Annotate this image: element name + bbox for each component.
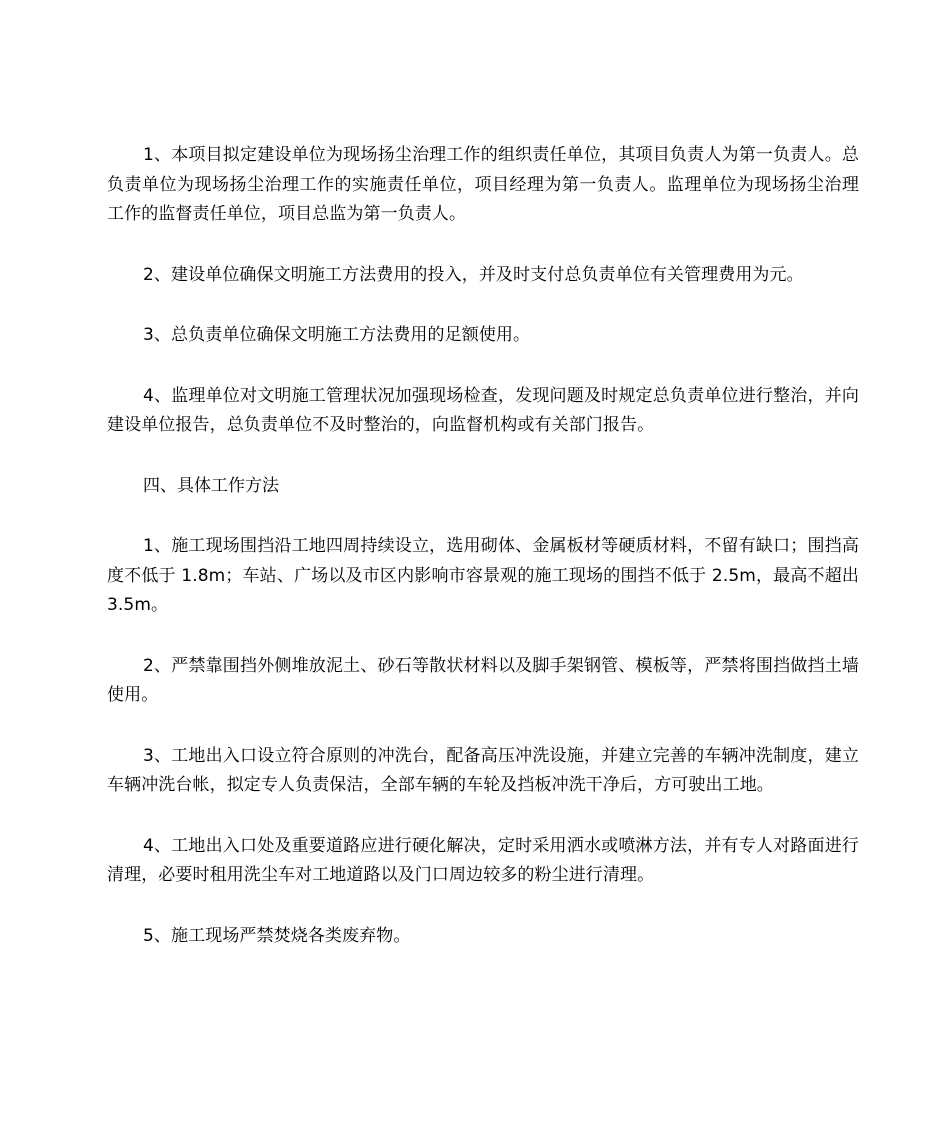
- paragraph-no-burning: 5、施工现场严禁焚烧各类废弃物。: [143, 925, 411, 946]
- paragraph-construction-fees: 2、建设单位确保文明施工方法费用的投入，并及时支付总负责单位有关管理费用为元。: [143, 264, 804, 285]
- paragraph-responsibility-units: 1、本项目拟定建设单位为现场扬尘治理工作的组织责任单位，其项目负责人为第一负责人。总负责单位为现场扬尘治理工作的实施责任单位，项目经理为第一负责人。监理单位为现场扬尘治理工作的监督责任单位，项目总监为第一负责人。: [107, 145, 859, 224]
- paragraph-site-enclosure: 1、施工现场围挡沿工地四周持续设立，选用砌体、金属板材等硬质材料，不留有缺口；围挡高度不低于 1.8m；车站、广场以及市区内影响市容景观的施工现场的围挡不低于 2.5m，最高不超出 3.5m。: [107, 536, 859, 615]
- section-heading-work-methods: 四、具体工作方法: [143, 475, 279, 496]
- paragraph-enclosure-prohibition: 2、严禁靠围挡外侧堆放泥土、砂石等散状材料以及脚手架钢管、模板等，严禁将围挡做挡土墙使用。: [107, 655, 859, 705]
- paragraph-vehicle-washing: 3、工地出入口设立符合原则的冲洗台，配备高压冲洗设施，并建立完善的车辆冲洗制度，建立车辆冲洗台帐，拟定专人负责保洁，全部车辆的车轮及挡板冲洗干净后，方可驶出工地。: [107, 745, 859, 795]
- paragraph-fee-usage: 3、总负责单位确保文明施工方法费用的足额使用。: [143, 325, 531, 345]
- paragraph-road-hardening: 4、工地出入口处及重要道路应进行硬化解决，定时采用洒水或喷淋方法，并有专人对路面进行清理，必要时租用洗尘车对工地道路以及门口周边较多的粉尘进行清理。: [107, 835, 859, 885]
- document-page: [107, 141, 859, 982]
- paragraph-supervision-inspection: 4、监理单位对文明施工管理状况加强现场检查，发现问题及时规定总负责单位进行整治，并向建设单位报告，总负责单位不及时整治的，向监督机构或有关部门报告。: [107, 385, 859, 435]
